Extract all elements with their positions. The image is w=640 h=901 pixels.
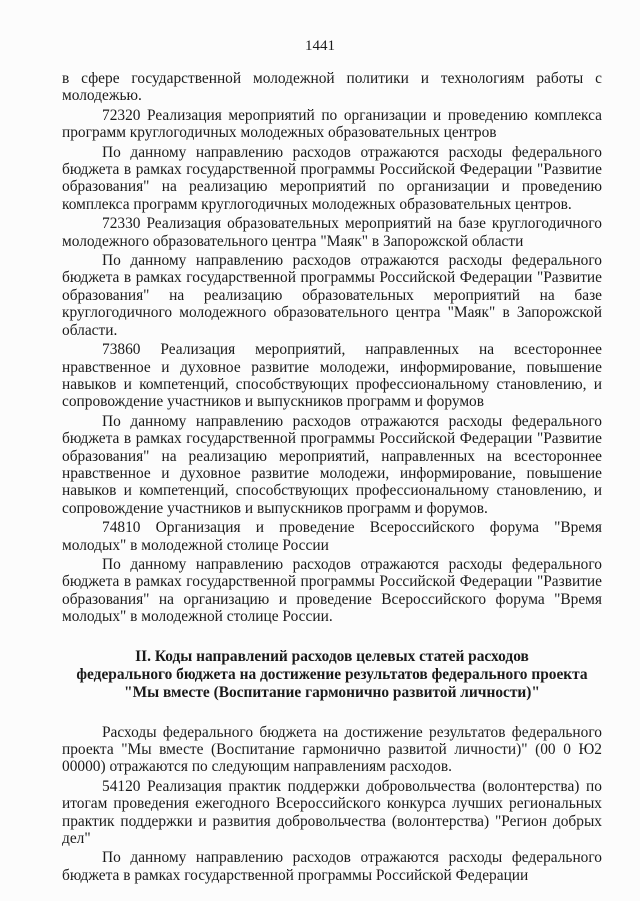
- paragraph-continuation: в сфере государственной молодежной политики и технологиям работы с молодежью.: [62, 70, 602, 105]
- expense-code-73860: 73860 Реализация мероприятий, направленных на всестороннее нравственное и духовное развитие молодежи, информирование, повышение навыков и компетенций, способствующих профессиональному становлению, и сопровождение участников и выпускников программ и форумов: [62, 341, 602, 411]
- section-heading-line: II. Коды направлений расходов целевых статей расходов: [135, 647, 529, 665]
- expense-code-72320: 72320 Реализация мероприятий по организации и проведению комплекса программ круглогодичных молодежных образовательных центров: [62, 106, 602, 142]
- expense-description-74810: По данному направлению расходов отражаются расходы федерального бюджета в рамках государственной программы Российской Федерации "Развитие образования" на организацию и проведение Всероссийского форума "Время молодых" в молодежной столице России.: [62, 555, 602, 626]
- expense-description-72320: По данному направлению расходов отражаются расходы федерального бюджета в рамках государственной программы Российской Федерации "Развитие образования" на реализацию мероприятий по организации и проведению комплекса программ круглогодичных молодежных образовательных центров.: [62, 143, 602, 213]
- document-body: [62, 70, 602, 884]
- expense-code-54120: 54120 Реализация практик поддержки добровольчества (волонтерства) по итогам проведения ежегодного Всероссийского конкурса лучших региональных практик поддержки и развития добровольчества (волонтерства) "Регион добрых дел": [62, 777, 602, 848]
- expense-description-72330: По данному направлению расходов отражаются расходы федерального бюджета в рамках государственной программы Российской Федерации "Развитие образования" на реализацию образовательных мероприятий на базе круглогодичного молодежного образовательного центра "Маяк" в Запорожской области.: [62, 252, 602, 339]
- section-heading-line: "Мы вместе (Воспитание гармонично развитой личности)": [124, 683, 540, 701]
- section-intro-paragraph: Расходы федерального бюджета на достижение результатов федерального проекта "Мы вместе (Воспитание гармонично развитой личности)" (00 0 Ю2 00000) отражаются по следующим направлениям расходов.: [62, 723, 602, 776]
- page-number: 1441: [305, 38, 335, 54]
- expense-description-73860: По данному направлению расходов отражаются расходы федерального бюджета в рамках государственной программы Российской Федерации "Развитие образования" на реализацию мероприятий, направленных на всестороннее нравственное и духовное развитие молодежи, информирование, повышение навыков и компетенций, способствующих профессиональному становлению, и сопровождение участников и выпускников программ и форумов.: [62, 412, 602, 517]
- expense-code-74810: 74810 Организация и проведение Всероссийского форума "Время молодых" в молодежной столице России: [62, 519, 602, 554]
- expense-description-54120: По данному направлению расходов отражаются расходы федерального бюджета в рамках государственной программы Российской Федерации: [62, 849, 602, 884]
- section-heading: [62, 648, 602, 702]
- section-heading-line: федерального бюджета на достижение результатов федерального проекта: [76, 665, 588, 683]
- expense-code-72330: 72330 Реализация образовательных мероприятий на базе круглогодичного молодежного образовательного центра "Маяк" в Запорожской области: [62, 215, 602, 250]
